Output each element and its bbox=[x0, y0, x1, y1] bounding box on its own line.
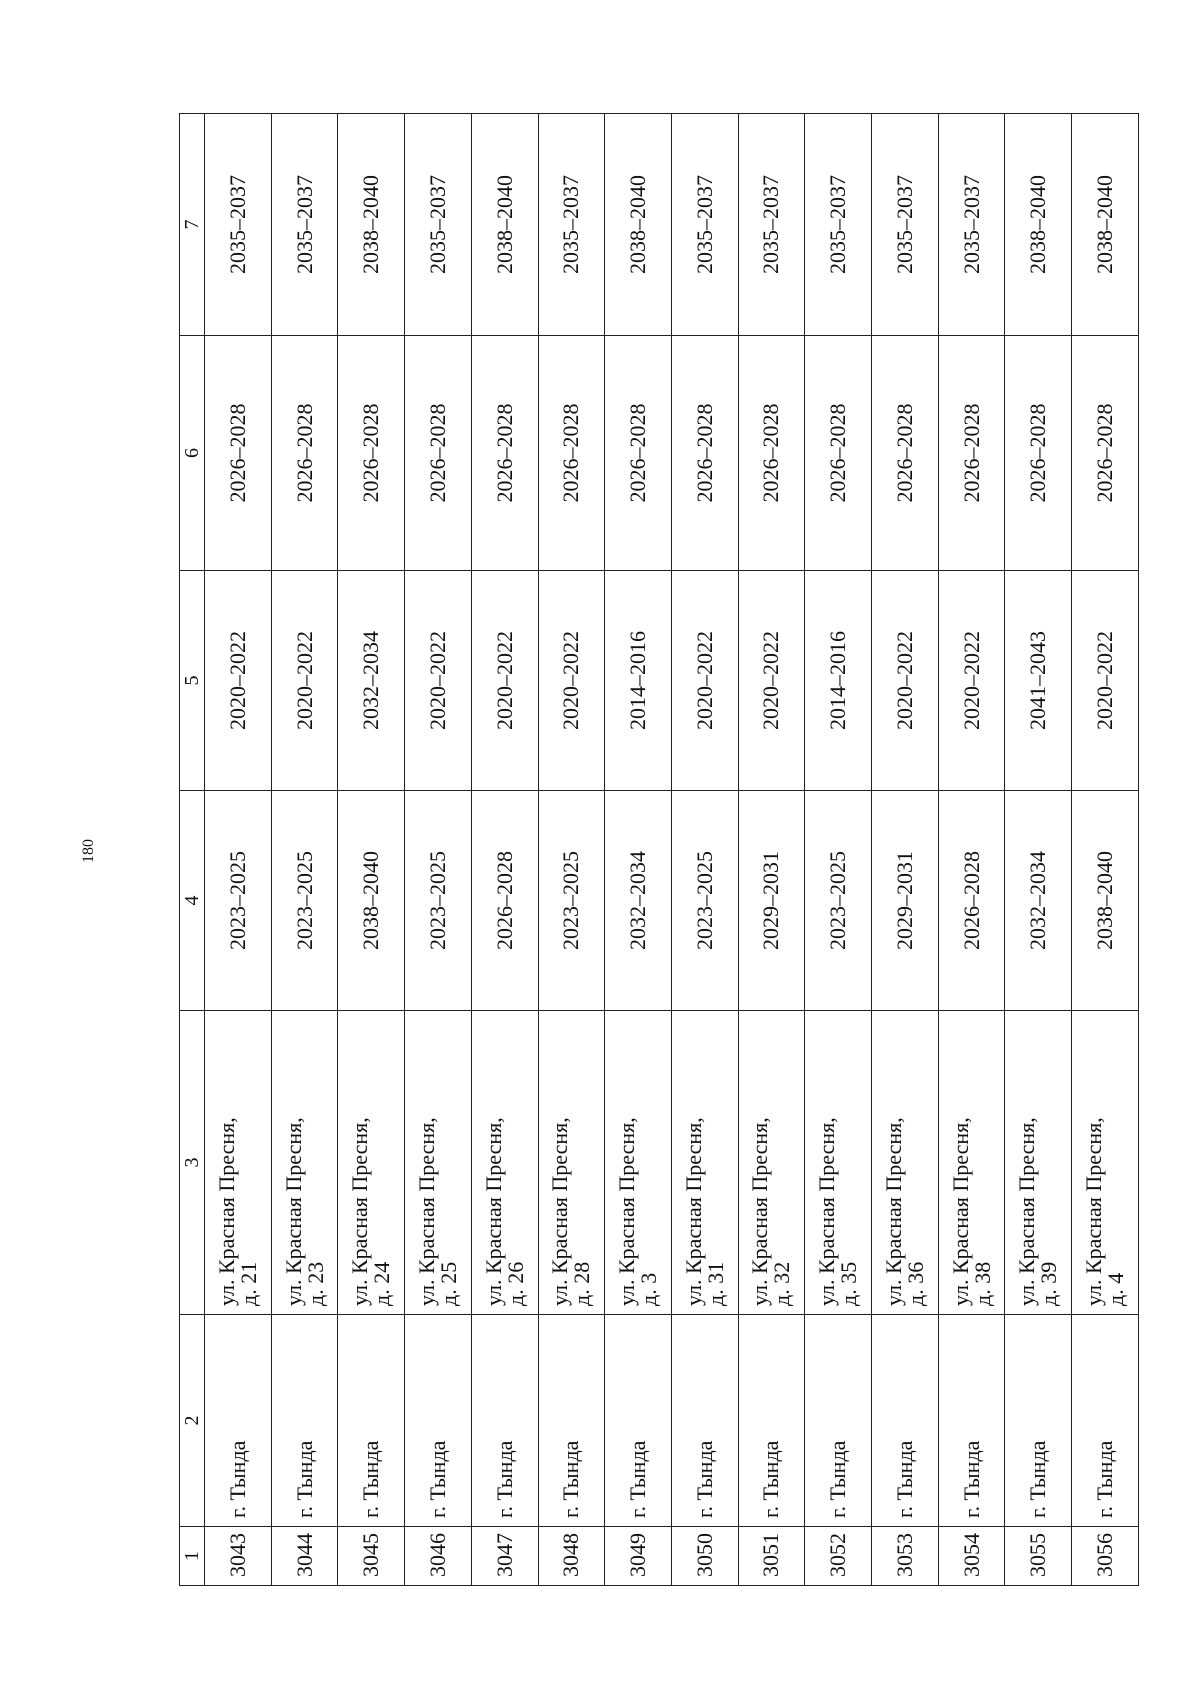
address-cell bbox=[205, 1011, 272, 1315]
period-col6-cell: 2026–2028 bbox=[338, 336, 405, 571]
period-col7-cell: 2035–2037 bbox=[538, 114, 605, 336]
table-row bbox=[872, 114, 939, 1586]
period-col7-cell: 2035–2037 bbox=[205, 114, 272, 336]
period-col4-cell: 2026–2028 bbox=[938, 791, 1005, 1011]
address-cell bbox=[338, 1011, 405, 1315]
address-cell bbox=[738, 1011, 805, 1315]
city-cell: г. Тында bbox=[1072, 1315, 1139, 1527]
period-col4-cell: 2029–2031 bbox=[872, 791, 939, 1011]
city-cell: г. Тында bbox=[471, 1315, 538, 1527]
period-col7-cell: 2035–2037 bbox=[271, 114, 338, 336]
period-col6-cell: 2026–2028 bbox=[671, 336, 738, 571]
period-col7-cell: 2035–2037 bbox=[872, 114, 939, 336]
city-cell: г. Тында bbox=[738, 1315, 805, 1527]
registry-table bbox=[179, 113, 1139, 1586]
house-text: д. 21 bbox=[235, 1261, 261, 1306]
city-cell: г. Тында bbox=[205, 1315, 272, 1527]
house-text: д. 31 bbox=[702, 1261, 728, 1306]
address-cell bbox=[872, 1011, 939, 1315]
street-text: ул. Красная Пресня, bbox=[280, 1117, 306, 1306]
table-row bbox=[338, 114, 405, 1586]
period-col4-cell: 2032–2034 bbox=[1005, 791, 1072, 1011]
address-cell bbox=[271, 1011, 338, 1315]
period-col5-cell: 2020–2022 bbox=[738, 571, 805, 791]
header-row bbox=[180, 114, 205, 1586]
row-number-cell: 3045 bbox=[338, 1527, 405, 1586]
period-col7-cell: 2038–2040 bbox=[338, 114, 405, 336]
column-header-2: 2 bbox=[180, 1315, 205, 1527]
street-text: ул. Красная Пресня, bbox=[947, 1117, 973, 1306]
period-col6-cell: 2026–2028 bbox=[538, 336, 605, 571]
column-header-7: 7 bbox=[180, 114, 205, 336]
table-row bbox=[271, 114, 338, 1586]
street-text: ул. Красная Пресня, bbox=[413, 1117, 439, 1306]
street-text: ул. Красная Пресня, bbox=[547, 1117, 573, 1306]
period-col5-cell: 2014–2016 bbox=[805, 571, 872, 791]
period-col4-cell: 2023–2025 bbox=[271, 791, 338, 1011]
street-text: ул. Красная Пресня, bbox=[680, 1117, 706, 1306]
period-col5-cell: 2020–2022 bbox=[671, 571, 738, 791]
house-text: д. 28 bbox=[569, 1261, 595, 1306]
period-col5-cell: 2020–2022 bbox=[471, 571, 538, 791]
table-row bbox=[738, 114, 805, 1586]
street-text: ул. Красная Пресня, bbox=[814, 1117, 840, 1306]
period-col7-cell: 2038–2040 bbox=[605, 114, 672, 336]
period-col6-cell: 2026–2028 bbox=[872, 336, 939, 571]
period-col7-cell: 2035–2037 bbox=[805, 114, 872, 336]
address-cell bbox=[405, 1011, 472, 1315]
table-row bbox=[405, 114, 472, 1586]
row-number-cell: 3049 bbox=[605, 1527, 672, 1586]
period-col4-cell: 2038–2040 bbox=[1072, 791, 1139, 1011]
period-col5-cell: 2020–2022 bbox=[538, 571, 605, 791]
period-col6-cell: 2026–2028 bbox=[405, 336, 472, 571]
address-cell bbox=[471, 1011, 538, 1315]
table-row bbox=[938, 114, 1005, 1586]
city-cell: г. Тында bbox=[605, 1315, 672, 1527]
house-text: д. 35 bbox=[836, 1261, 862, 1306]
house-text: д. 24 bbox=[369, 1261, 395, 1306]
row-number-cell: 3055 bbox=[1005, 1527, 1072, 1586]
house-text: д. 36 bbox=[902, 1261, 928, 1306]
house-text: д. 4 bbox=[1103, 1272, 1129, 1306]
period-col6-cell: 2026–2028 bbox=[271, 336, 338, 571]
period-col4-cell: 2023–2025 bbox=[538, 791, 605, 1011]
address-cell bbox=[938, 1011, 1005, 1315]
table-row bbox=[538, 114, 605, 1586]
registry-table-container bbox=[179, 114, 1139, 1586]
table-row bbox=[671, 114, 738, 1586]
row-number-cell: 3056 bbox=[1072, 1527, 1139, 1586]
period-col5-cell: 2041–2043 bbox=[1005, 571, 1072, 791]
house-text: д. 25 bbox=[435, 1261, 461, 1306]
row-number-cell: 3046 bbox=[405, 1527, 472, 1586]
period-col7-cell: 2038–2040 bbox=[1005, 114, 1072, 336]
row-number-cell: 3050 bbox=[671, 1527, 738, 1586]
row-number-cell: 3047 bbox=[471, 1527, 538, 1586]
registry-table-rotated bbox=[179, 114, 1139, 1586]
period-col6-cell: 2026–2028 bbox=[938, 336, 1005, 571]
period-col6-cell: 2026–2028 bbox=[605, 336, 672, 571]
street-text: ул. Красная Пресня, bbox=[880, 1117, 906, 1306]
house-text: д. 26 bbox=[502, 1261, 528, 1306]
period-col6-cell: 2026–2028 bbox=[205, 336, 272, 571]
period-col4-cell: 2023–2025 bbox=[671, 791, 738, 1011]
row-number-cell: 3044 bbox=[271, 1527, 338, 1586]
period-col4-cell: 2032–2034 bbox=[605, 791, 672, 1011]
period-col5-cell: 2020–2022 bbox=[205, 571, 272, 791]
period-col7-cell: 2038–2040 bbox=[1072, 114, 1139, 336]
row-number-cell: 3043 bbox=[205, 1527, 272, 1586]
period-col5-cell: 2020–2022 bbox=[938, 571, 1005, 791]
address-cell bbox=[1072, 1011, 1139, 1315]
house-text: д. 32 bbox=[769, 1261, 795, 1306]
column-header-5: 5 bbox=[180, 571, 205, 791]
address-cell bbox=[538, 1011, 605, 1315]
address-cell bbox=[605, 1011, 672, 1315]
city-cell: г. Тында bbox=[538, 1315, 605, 1527]
period-col5-cell: 2032–2034 bbox=[338, 571, 405, 791]
street-text: ул. Красная Пресня, bbox=[1014, 1117, 1040, 1306]
table-body bbox=[205, 114, 1139, 1586]
city-cell: г. Тында bbox=[938, 1315, 1005, 1527]
city-cell: г. Тында bbox=[338, 1315, 405, 1527]
row-number-cell: 3053 bbox=[872, 1527, 939, 1586]
table-row bbox=[471, 114, 538, 1586]
period-col7-cell: 2035–2037 bbox=[738, 114, 805, 336]
row-number-cell: 3054 bbox=[938, 1527, 1005, 1586]
city-cell: г. Тында bbox=[805, 1315, 872, 1527]
address-cell bbox=[671, 1011, 738, 1315]
city-cell: г. Тында bbox=[872, 1315, 939, 1527]
column-header-6: 6 bbox=[180, 336, 205, 571]
period-col4-cell: 2029–2031 bbox=[738, 791, 805, 1011]
period-col4-cell: 2023–2025 bbox=[205, 791, 272, 1011]
period-col6-cell: 2026–2028 bbox=[805, 336, 872, 571]
period-col7-cell: 2038–2040 bbox=[471, 114, 538, 336]
period-col5-cell: 2020–2022 bbox=[271, 571, 338, 791]
period-col4-cell: 2023–2025 bbox=[805, 791, 872, 1011]
address-cell bbox=[805, 1011, 872, 1315]
column-header-1: 1 bbox=[180, 1527, 205, 1586]
street-text: ул. Красная Пресня, bbox=[614, 1117, 640, 1306]
period-col5-cell: 2020–2022 bbox=[872, 571, 939, 791]
period-col5-cell: 2014–2016 bbox=[605, 571, 672, 791]
city-cell: г. Тында bbox=[671, 1315, 738, 1527]
street-text: ул. Красная Пресня, bbox=[747, 1117, 773, 1306]
period-col4-cell: 2038–2040 bbox=[338, 791, 405, 1011]
column-header-4: 4 bbox=[180, 791, 205, 1011]
house-text: д. 38 bbox=[969, 1261, 995, 1306]
table-row bbox=[1072, 114, 1139, 1586]
street-text: ул. Красная Пресня, bbox=[213, 1117, 239, 1306]
house-text: д. 23 bbox=[302, 1261, 328, 1306]
table-row bbox=[205, 114, 272, 1586]
period-col7-cell: 2035–2037 bbox=[405, 114, 472, 336]
row-number-cell: 3051 bbox=[738, 1527, 805, 1586]
period-col7-cell: 2035–2037 bbox=[938, 114, 1005, 336]
column-header-3: 3 bbox=[180, 1011, 205, 1315]
city-cell: г. Тында bbox=[1005, 1315, 1072, 1527]
city-cell: г. Тында bbox=[271, 1315, 338, 1527]
period-col6-cell: 2026–2028 bbox=[1072, 336, 1139, 571]
period-col6-cell: 2026–2028 bbox=[471, 336, 538, 571]
period-col4-cell: 2023–2025 bbox=[405, 791, 472, 1011]
city-cell: г. Тында bbox=[405, 1315, 472, 1527]
house-text: д. 39 bbox=[1036, 1261, 1062, 1306]
period-col6-cell: 2026–2028 bbox=[1005, 336, 1072, 571]
page-number: 180 bbox=[80, 839, 97, 863]
period-col6-cell: 2026–2028 bbox=[738, 336, 805, 571]
period-col5-cell: 2020–2022 bbox=[1072, 571, 1139, 791]
street-text: ул. Красная Пресня, bbox=[347, 1117, 373, 1306]
row-number-cell: 3052 bbox=[805, 1527, 872, 1586]
table-row bbox=[805, 114, 872, 1586]
period-col4-cell: 2026–2028 bbox=[471, 791, 538, 1011]
address-cell bbox=[1005, 1011, 1072, 1315]
period-col5-cell: 2020–2022 bbox=[405, 571, 472, 791]
table-row bbox=[605, 114, 672, 1586]
street-text: ул. Красная Пресня, bbox=[1081, 1117, 1107, 1306]
period-col7-cell: 2035–2037 bbox=[671, 114, 738, 336]
table-row bbox=[1005, 114, 1072, 1586]
row-number-cell: 3048 bbox=[538, 1527, 605, 1586]
house-text: д. 3 bbox=[636, 1272, 662, 1306]
street-text: ул. Красная Пресня, bbox=[480, 1117, 506, 1306]
